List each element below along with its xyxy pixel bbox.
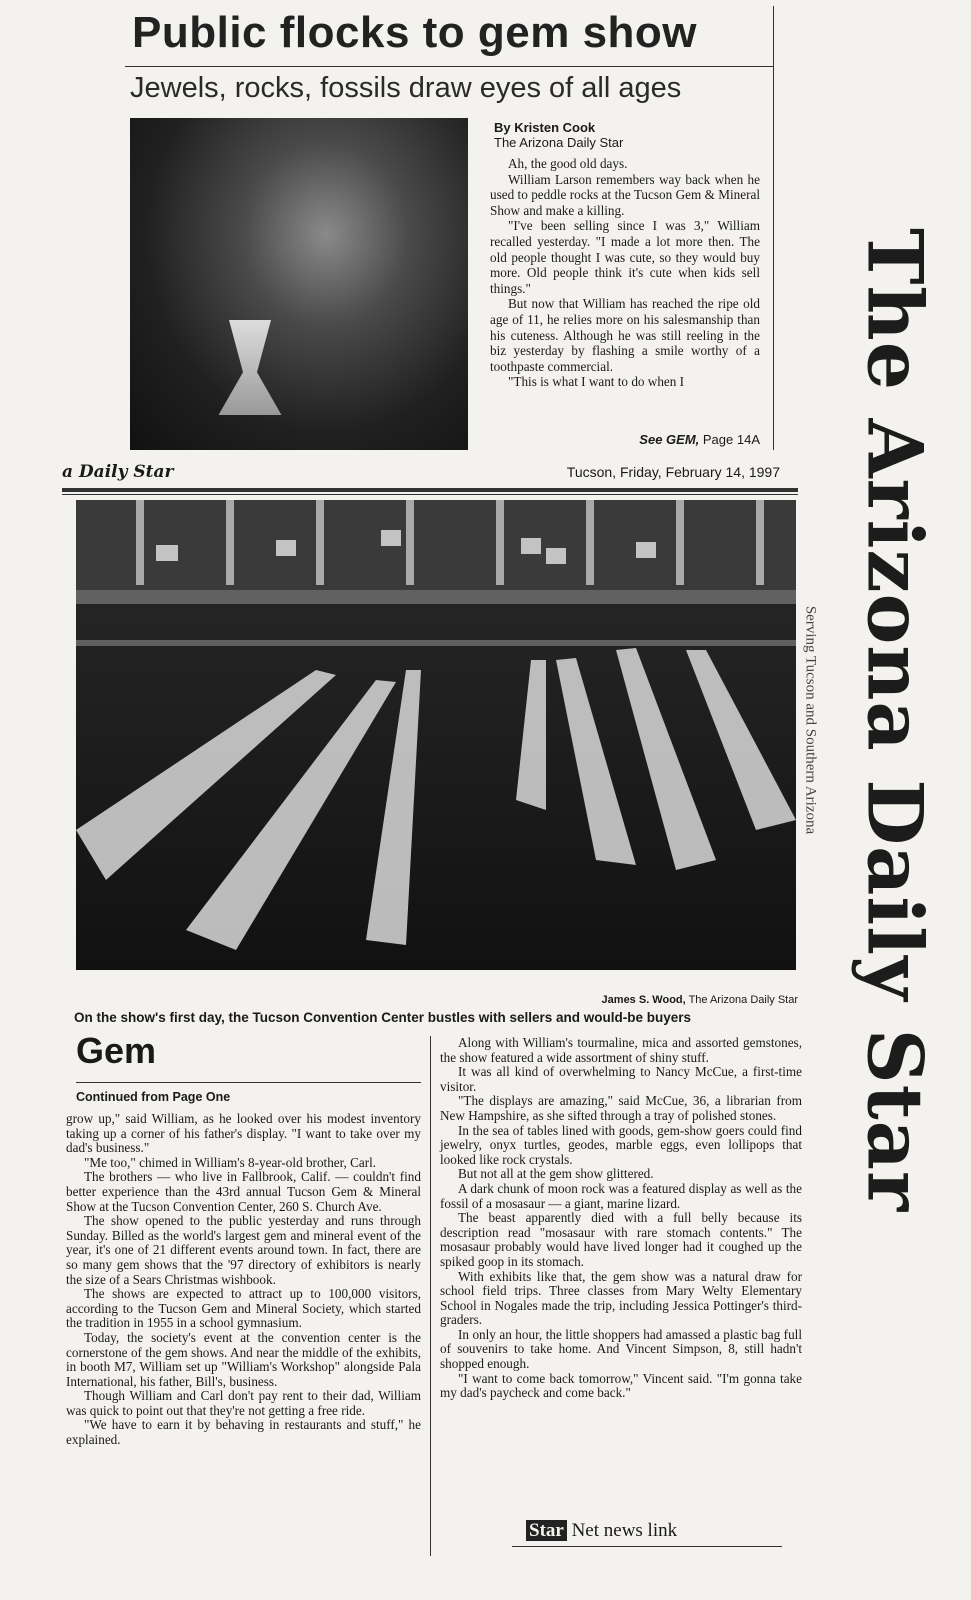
masthead-text: The Arizona Daily Star xyxy=(850,227,940,1213)
header-rule-thin xyxy=(62,494,798,495)
paragraph: Along with William's tourmaline, mica and assorted gemstones, the show featured a wide assortment of shiny stuff. xyxy=(440,1035,802,1065)
paragraph: In only an hour, the little shoppers had amassed a plastic bag full of souvenirs to take home. And Vincent Simpson, 8, still hadn't shopped enough. xyxy=(440,1326,802,1372)
top-story-body xyxy=(490,156,760,390)
paragraph: William Larson remembers way back when he used to peddle rocks at the Tucson Gem & Mineral Show and make a killing. xyxy=(490,171,760,218)
paragraph: It was all kind of overwhelming to Nancy McCue, a first-time visitor. xyxy=(440,1064,802,1094)
gem-photo-portrait xyxy=(130,118,468,450)
paragraph: But not all at the gem show glittered. xyxy=(458,1166,654,1182)
paragraph: "The displays are amazing," said McCue, 36, a librarian from New Hampshire, as she sifted through a tray of polished stones. xyxy=(440,1093,802,1123)
paragraph: The show opened to the public yesterday and runs through Sunday. Billed as the world's largest gem and mineral event of the year, it's one of 21 different events around town. In fact, there are so many gem shows that the '97 directory of exhibitors is nearly the size of a Sears Christmas wishbook. xyxy=(66,1213,421,1287)
paragraph: "I've been selling since I was 3," William recalled yesterday. "I made a lot more then. The old people thought I was cute, so they would buy more. Old people think it's cute when kids sell things." xyxy=(490,218,760,296)
jump-line xyxy=(560,432,760,447)
byline-author: By Kristen Cook xyxy=(494,120,596,135)
byline-outlet: The Arizona Daily Star xyxy=(494,135,624,150)
photo-credit-outlet: The Arizona Daily Star xyxy=(688,994,798,1006)
headline-rule xyxy=(125,66,773,67)
convention-photo-illustration xyxy=(76,500,796,970)
byline xyxy=(494,120,764,150)
paragraph: Today, the society's event at the convention center is the cornerstone of the gem shows. And near the middle of the exhibits, in booth M7, William set up "William's Workshop" alongside Pala International, his father, Bill's, business. xyxy=(66,1329,421,1389)
paragraph: Ah, the good old days. xyxy=(508,156,628,171)
paragraph: The shows are expected to attract up to 100,000 visitors, according to the Tucson Gem and Mineral Society, which started the tradition in 1955 in a school gymnasium. xyxy=(66,1286,421,1331)
photo-credit-photographer: James S. Wood, xyxy=(601,994,686,1006)
subhead: Jewels, rocks, fossils draw eyes of all ages xyxy=(130,72,682,104)
continuation-right-column xyxy=(440,1036,802,1401)
net-news-link-label: Net news link xyxy=(571,1520,678,1541)
paragraph: "This is what I want to do when I xyxy=(508,374,685,390)
net-news-link[interactable] xyxy=(526,1520,677,1542)
jump-page: Page 14A xyxy=(702,432,760,447)
paragraph: The brothers — who live in Fallbrook, Calif. — couldn't find better experience than the 43rd annual Tucson Gem & Mineral Show at the Tucson Convention Center, 260 S. Church Ave. xyxy=(66,1169,421,1214)
tagline xyxy=(790,540,830,900)
top-right-rule xyxy=(773,6,774,450)
paragraph: A dark chunk of moon rock was a featured display as well as the fossil of a mosasaur — a giant, marine lizard. xyxy=(440,1180,802,1211)
paragraph: But now that William has reached the ripe old age of 11, he relies more on his salesmanship than his cuteness. Although he was still reeling in the biz yesterday by flashing a smile worthy of a toothpaste commercial. xyxy=(490,296,760,374)
paragraph: Though William and Carl don't pay rent to their dad, William was quick to point out that they're not getting a free ride. xyxy=(66,1388,421,1418)
paragraph: grow up," said William, as he looked over his modest inventory taking up a corner of his father's display. "I want to take over my dad's business." xyxy=(66,1111,421,1156)
dateline: Tucson, Friday, February 14, 1997 xyxy=(566,464,780,480)
continuation-head: Gem xyxy=(76,1030,157,1071)
paragraph: "I want to come back tomorrow," Vincent said. "I'm gonna take my dad's paycheck and come back." xyxy=(440,1370,802,1401)
continuation-left-column xyxy=(66,1112,421,1448)
netlink-rule xyxy=(512,1546,782,1547)
photo-credit xyxy=(520,994,798,1006)
paragraph: In the sea of tables lined with goods, gem-show goers could find jewelry, onyx turtles, geodes, marble eggs, even lollipops that looked like rock crystals. xyxy=(440,1122,802,1167)
paragraph: With exhibits like that, the gem show was a natural draw for school field trips. Three classes from Mary Welty Elementary School in Nogales made the trip, including Jessica Pottinger's third-graders. xyxy=(440,1268,802,1328)
tagline-text: Serving Tucson and Southern Arizona xyxy=(802,605,819,835)
continued-label: Continued from Page One xyxy=(76,1090,231,1104)
headline: Public flocks to gem show xyxy=(132,8,698,57)
photo-caption: On the show's first day, the Tucson Convention Center bustles with sellers and would-be buyers xyxy=(74,1010,692,1025)
paragraph: "Me too," chimed in William's 8-year-old brother, Carl. xyxy=(84,1154,377,1170)
jump-see: See GEM, xyxy=(639,432,700,447)
paragraph: The beast apparently died with a full belly because its description read "mosasaur with rare stomach contents." The mosasaur probably would have lived longer had it coughed up the spiked goop in its stomach. xyxy=(440,1210,802,1269)
paragraph: "We have to earn it by behaving in restaurants and stuff," he explained. xyxy=(66,1417,421,1448)
masthead xyxy=(830,180,960,1260)
header-rule-thick xyxy=(62,488,798,492)
continuation-rule xyxy=(76,1082,421,1083)
star-badge: Star xyxy=(526,1520,567,1541)
column-divider xyxy=(430,1036,431,1556)
convention-center-photo xyxy=(76,500,796,970)
page-flag: a Daily Star xyxy=(62,462,174,482)
